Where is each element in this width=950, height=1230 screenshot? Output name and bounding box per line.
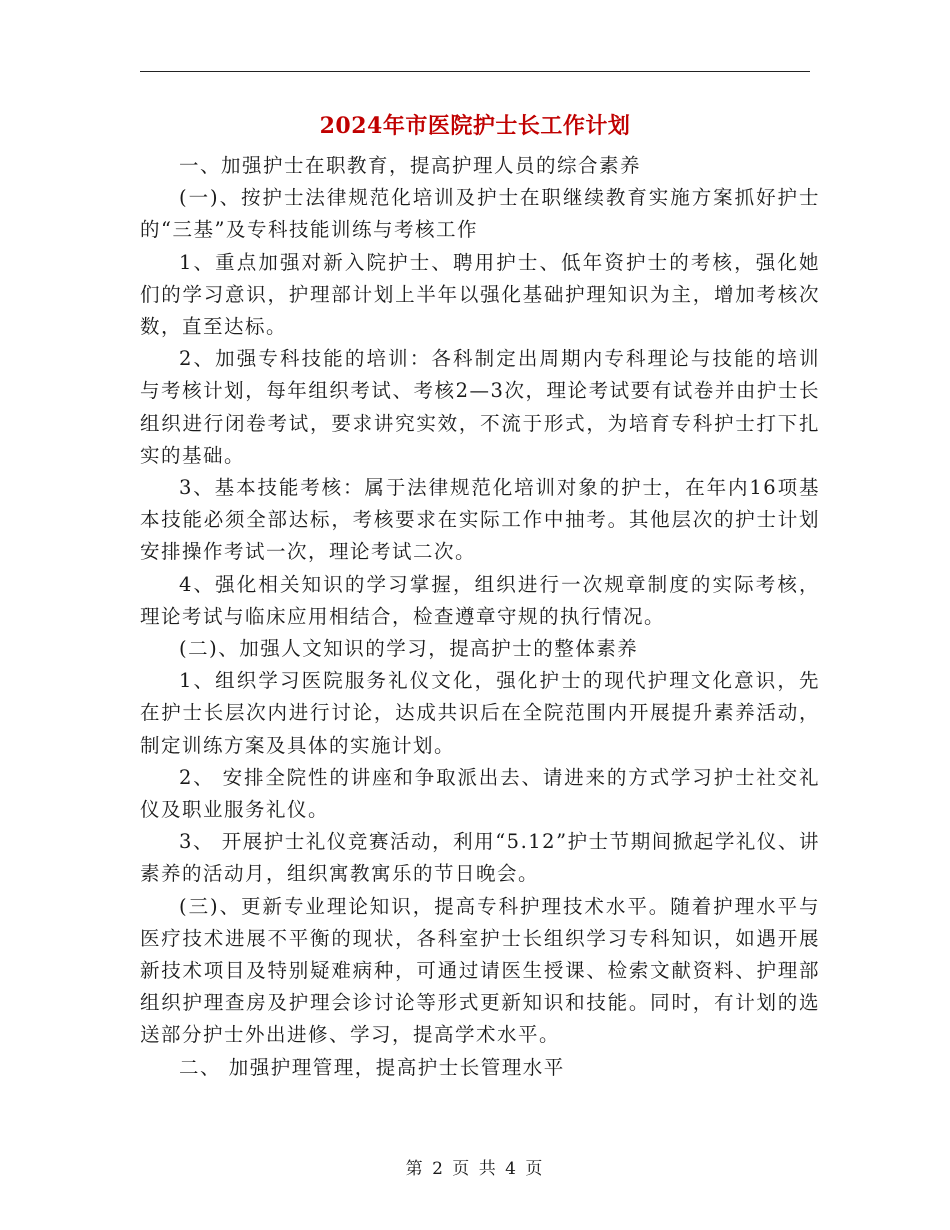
paragraph: 3、基本技能考核：属于法律规范化培训对象的护士，在年内16项基本技能必须全部达标，考核要求在实际工作中抽考。其他层次的护士计划安排操作考试一次，理论考试二次。 — [140, 476, 820, 564]
subsection-heading-1: (一)、按护士法律规范化培训及护士在职继续教育实施方案抓好护士的“三基”及专科技能训练与考核工作 — [140, 186, 820, 242]
paragraph: 2、 安排全院性的讲座和争取派出去、请进来的方式学习护士社交礼仪及职业服务礼仪。 — [140, 765, 820, 822]
section-heading-1: 一、加强护士在职教育，提高护理人员的综合素养 — [179, 154, 642, 177]
document-body — [140, 150, 820, 1084]
paragraph: 1、组织学习医院服务礼仪文化，强化护士的现代护理文化意识，先在护士长层次内进行讨论，达成共识后在全院范围内开展提升素养活动，制定训练方案及具体的实施计划。 — [140, 669, 820, 757]
header-rule — [140, 71, 810, 72]
paragraph: 2、加强专科技能的培训：各科制定出周期内专科理论与技能的培训与考核计划，每年组织考试、考核2—3次，理论考试要有试卷并由护士长组织进行闭卷考试，要求讲究实效，不流于形式，为培育专科护士打下扎实的基础。 — [140, 347, 820, 467]
subsection-heading-3: (三)、更新专业理论知识，提高专科护理技术水平。随着护理水平与医疗技术进展不平衡的现状，各科室护士长组织学习专科知识，如遇开展新技术项目及特别疑难病种，可通过请医生授课、检索文献资料、护理部组织护理查房及护理会诊讨论等形式更新知识和技能。同时，有计划的选送部分护士外出进修、学习，提高学术水平。 — [140, 894, 820, 1047]
page-footer: 第 2 页 共 4 页 — [405, 1159, 545, 1179]
paragraph: 1、重点加强对新入院护士、聘用护士、低年资护士的考核，强化她们的学习意识，护理部计划上半年以强化基础护理知识为主，增加考核次数，直至达标。 — [140, 250, 820, 339]
subsection-heading-2: (二)、加强人文知识的学习，提高护士的整体素养 — [179, 637, 639, 661]
section-heading-2: 二、 加强护理管理，提高护士长管理水平 — [179, 1055, 565, 1079]
document-title: 2024年市医院护士长工作计划 — [319, 113, 631, 139]
paragraph: 4、强化相关知识的学习掌握，组织进行一次规章制度的实际考核，理论考试与临床应用相结合，检查遵章守规的执行情况。 — [140, 572, 820, 628]
paragraph: 3、 开展护士礼仪竞赛活动，利用“5.12”护士节期间掀起学礼仪、讲素养的活动月，组织寓教寓乐的节日晚会。 — [140, 830, 820, 886]
